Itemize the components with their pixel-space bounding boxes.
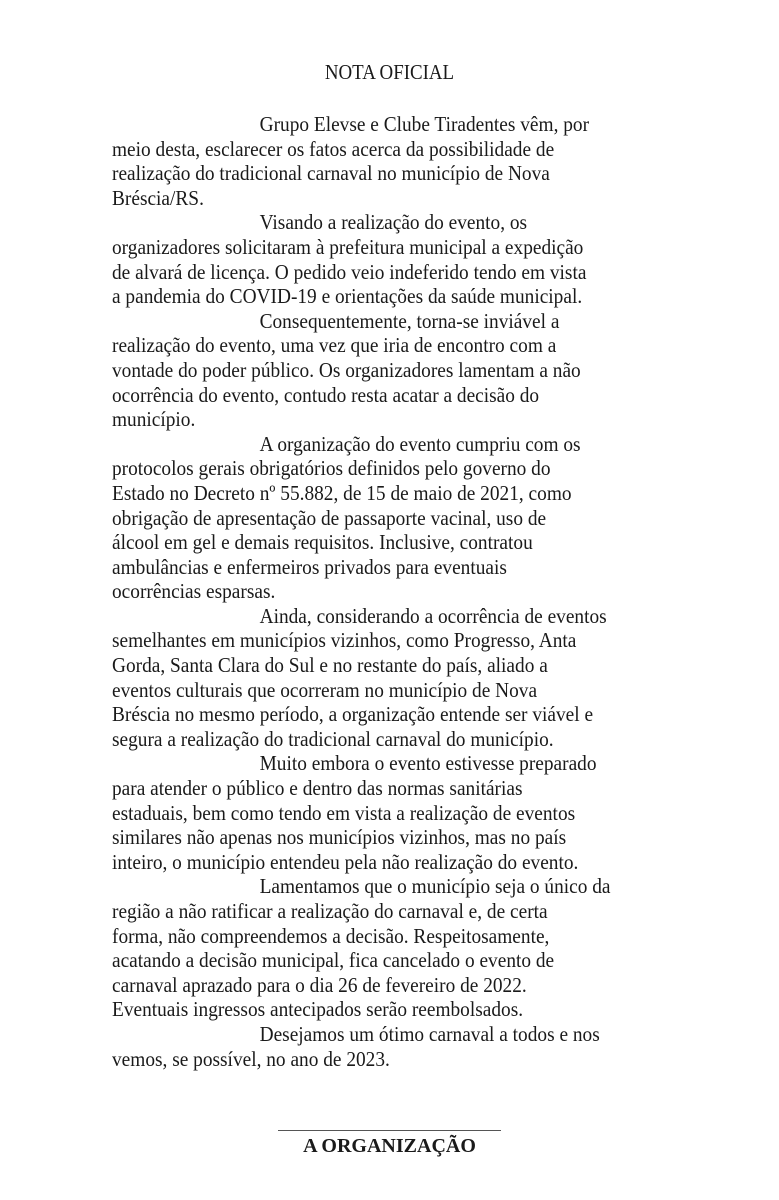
paragraph-first-line: Grupo Elevse e Clube Tiradentes vêm, por — [259, 112, 590, 136]
text-line: município. — [112, 407, 196, 432]
paragraph-first-line: A organização do evento cumpriu com os — [259, 431, 581, 456]
text-line: obrigação de apresentação de passaporte vacinal, uso de — [112, 505, 547, 530]
text-line: protocolos gerais obrigatórios definidos pelo governo do — [112, 456, 551, 481]
text-line: Estado no Decreto nº 55.882, de 15 de maio de 2021, como — [112, 480, 572, 505]
text-line: Eventuais ingressos antecipados serão reembolsados. — [112, 997, 524, 1022]
text-line: carnaval aprazado para o dia 26 de fevereiro de 2022. — [112, 972, 527, 997]
text-line: semelhantes em municípios vizinhos, como Progresso, Anta — [112, 628, 577, 653]
document-title: NOTA OFICIAL — [324, 60, 455, 84]
paragraph-first-line: Visando a realização do evento, os — [259, 210, 528, 235]
text-line: Gorda, Santa Clara do Sul e no restante do país, aliado a — [112, 653, 548, 678]
paragraph-first-line: Ainda, considerando a ocorrência de eventos — [259, 603, 607, 628]
text-line: Bréscia/RS. — [112, 185, 204, 210]
text-line: estaduais, bem como tendo em vista a realização de eventos — [112, 800, 576, 825]
text-line: de alvará de licença. O pedido veio indeferido tendo em vista — [112, 259, 587, 284]
paragraph-first-line: Lamentamos que o município seja o único da — [259, 874, 611, 899]
text-line: segura a realização do tradicional carnaval do município. — [112, 726, 554, 751]
text-line: forma, não compreendemos a decisão. Respeitosamente, — [112, 923, 550, 948]
text-line: acatando a decisão municipal, fica cancelado o evento de — [112, 948, 555, 973]
text-line: meio desta, esclarecer os fatos acerca da possibilidade de — [112, 136, 555, 161]
text-line: para atender o público e dentro das normas sanitárias — [112, 776, 523, 801]
text-line: vemos, se possível, no ano de 2023. — [112, 1046, 390, 1071]
text-line: inteiro, o município entendeu pela não realização do evento. — [112, 849, 579, 874]
text-line: organizadores solicitaram à prefeitura municipal a expedição — [112, 234, 584, 259]
paragraph-first-line: Muito embora o evento estivesse preparado — [259, 751, 597, 776]
text-line: vontade do poder público. Os organizadores lamentam a não — [112, 357, 581, 382]
signature-line — [278, 1130, 501, 1131]
paragraph-first-line: Consequentemente, torna-se inviável a — [259, 308, 560, 333]
paragraph-first-line: Desejamos um ótimo carnaval a todos e nos — [259, 1021, 600, 1046]
text-line: ocorrência do evento, contudo resta acatar a decisão do — [112, 382, 540, 407]
text-line: Bréscia no mesmo período, a organização entende ser viável e — [112, 702, 594, 727]
signature: A ORGANIZAÇÃO — [303, 1135, 476, 1157]
text-line: álcool em gel e demais requisitos. Inclusive, contratou — [112, 530, 533, 555]
text-line: a pandemia do COVID-19 e orientações da saúde municipal. — [112, 284, 583, 309]
text-line: região a não ratificar a realização do carnaval e, de certa — [112, 899, 548, 923]
text-line: ambulâncias e enfermeiros privados para eventuais — [112, 554, 507, 579]
text-line: eventos culturais que ocorreram no município de Nova — [112, 677, 538, 702]
document-body — [112, 112, 712, 1071]
text-line: similares não apenas nos municípios vizinhos, mas no país — [112, 825, 567, 850]
text-line: ocorrências esparsas. — [112, 579, 276, 604]
text-line: realização do evento, uma vez que iria de encontro com a — [112, 333, 557, 358]
text-line: realização do tradicional carnaval no município de Nova — [112, 161, 550, 186]
